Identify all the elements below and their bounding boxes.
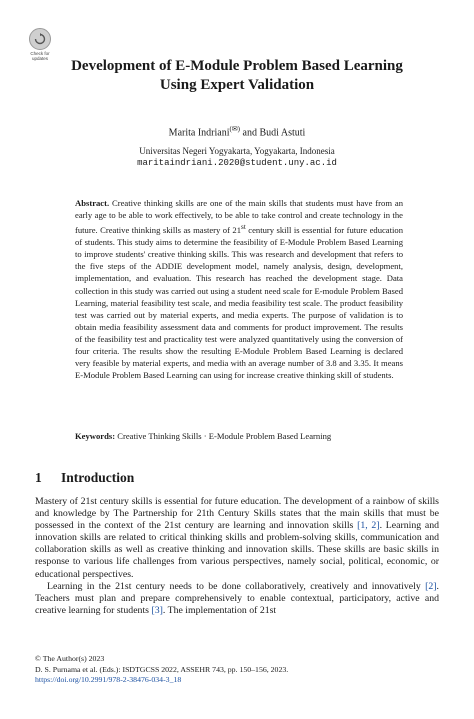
intro-p2-b: . Teachers must plan and prepare comprehensively to enable contextual, participatory, active and creative learning for students	[35, 580, 439, 616]
intro-p1-a: Mastery of 21st century skills is essential for future education. The development of a rainbow of skills and knowledge by The Partnership for 21th Century Skills states that the main skills that must be possessed in the context of the 21st century are learning and innovation skills	[35, 496, 439, 532]
other-authors: and Budi Astuti	[240, 127, 306, 139]
author-email[interactable]: maritaindriani.2020@student.uny.ac.id	[137, 158, 337, 168]
keywords	[75, 430, 405, 442]
affiliation: Universitas Negeri Yogyakarta, Yogyakarta, Indonesia	[139, 146, 335, 156]
citation-link[interactable]: [3]	[151, 604, 163, 616]
intro-paragraph-2	[35, 581, 439, 617]
copyright: © The Author(s) 2023	[35, 654, 105, 663]
intro-p2-c: . The implementation of 21st	[162, 604, 277, 616]
intro-paragraph-1	[35, 496, 439, 581]
abstract-text-b: century skill is essential for future education of students. This study aims to determine the feasibility of E-Module Problem Based Learning to improve students' creative thinking skills. This was research and development that refers to the five steps of the ADDIE development model, namely analysis, design, development, implementation, and evaluation. This research has reached the development stage. Data collection in this study was carried out using a student need scale for E-module Problem Based Learning, material feasibility test scale, and media feasibility test scale. The product feasibility test was carried out by material experts, and media experts. The purpose of validation is to obtain media feasibility assessment data and comments for product improvement. The results of the feasibility test and practicality test were analyzed quantitatively using the conversion of four criteria. The results show the resulting E-Module Problem Based Learning is declared very feasible by material experts, and media with an average number of 3.8 and 3.35. It means E-Module Problem Based Learning can using for increase creative thinking skill of students.	[75, 225, 403, 381]
keywords-label: Keywords:	[75, 431, 116, 441]
doi-link[interactable]: https://doi.org/10.2991/978-2-38476-034-3_18	[35, 675, 182, 684]
paper-title: Development of E-Module Problem Based Learning Using Expert Validation	[71, 58, 403, 93]
abstract-sup: st	[241, 223, 246, 232]
abstract-label: Abstract.	[75, 198, 110, 208]
citation-link[interactable]: [1, 2]	[357, 520, 380, 532]
section-number: 1	[35, 470, 42, 485]
section-heading	[35, 469, 134, 486]
email-icon[interactable]: (✉)	[229, 125, 241, 133]
keywords-text: Creative Thinking Skills · E-Module Problem Based Learning	[115, 431, 332, 441]
badge-line2: updates	[31, 56, 48, 61]
badge-label	[30, 51, 49, 61]
check-for-updates-badge[interactable]	[25, 28, 55, 62]
badge-line1: Check for	[30, 51, 50, 56]
footer	[35, 654, 439, 686]
first-author: Marita Indriani	[168, 127, 230, 139]
introduction-body	[35, 496, 439, 617]
citation-link[interactable]: [2]	[425, 580, 437, 592]
abstract-text-a: Creative thinking skills are one of the main skills that students must have from an early age to be able to work effectively, to be able to take control and create technology in the future. Creative thinking skills as mastery of 21	[75, 198, 403, 236]
updates-icon	[29, 28, 51, 50]
citation-info: D. S. Purnama et al. (Eds.): ISDTGCSS 2022, ASSEHR 743, pp. 150–156, 2023.	[35, 664, 289, 674]
author-line	[0, 123, 474, 139]
abstract	[75, 197, 403, 381]
section-title: Introduction	[61, 470, 135, 485]
intro-p2-a: Learning in the 21st century needs to be done collaboratively, creatively and innovatively	[47, 580, 426, 592]
intro-p1-b: . Learning and innovation skills are related to critical thinking skills and problem-solving skills, communication and collaboration skills as well as creative thinking and innovation skills. These skills are basic skills in response to various life challenges from various perspectives, namely social, political, economic, or educational perspectives.	[35, 520, 439, 580]
